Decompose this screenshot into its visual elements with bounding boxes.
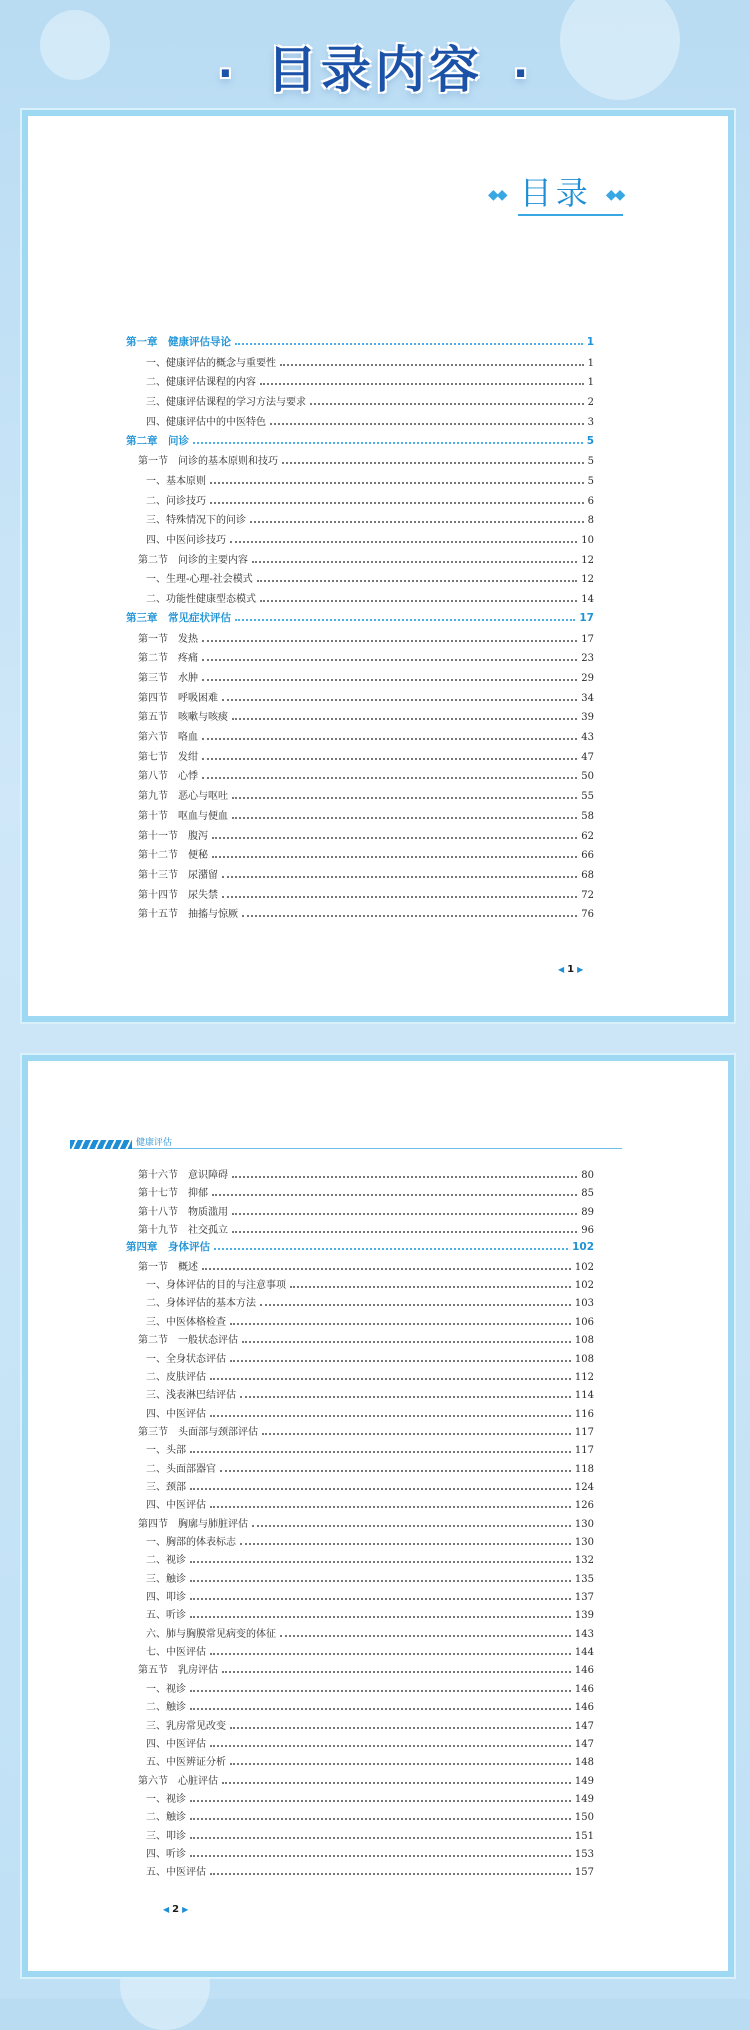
toc-entry-item bbox=[146, 1276, 594, 1295]
running-head bbox=[70, 1137, 622, 1149]
toc-entry-label: 三、健康评估课程的学习方法与要求 bbox=[146, 397, 306, 409]
page-number bbox=[555, 964, 586, 975]
toc-entry-page: 148 bbox=[574, 1757, 594, 1769]
toc-entry-label: 第四节 胸廓与肺脏评估 bbox=[138, 1518, 248, 1530]
dot-leader bbox=[240, 1396, 571, 1398]
dot-leader bbox=[202, 1268, 571, 1270]
toc-entry-chapter bbox=[126, 433, 594, 452]
dot-leader bbox=[242, 1341, 571, 1343]
toc-entry-item bbox=[146, 1405, 594, 1424]
page-title-text: 目录内容 bbox=[267, 41, 483, 99]
dot-leader bbox=[202, 659, 577, 661]
page-title bbox=[0, 30, 750, 102]
dot-leader bbox=[202, 640, 577, 642]
toc-entry-label: 七、中医评估 bbox=[146, 1647, 206, 1659]
toc-entry-page: 39 bbox=[581, 712, 594, 724]
dot-leader bbox=[210, 1378, 571, 1380]
toc-entry-page: 102 bbox=[574, 1261, 594, 1273]
toc-entry-item bbox=[146, 1717, 594, 1736]
toc-entry-label: 四、健康评估中的中医特色 bbox=[146, 416, 266, 428]
toc-entry-page: 102 bbox=[574, 1280, 594, 1292]
toc-entry-page: 10 bbox=[581, 535, 594, 546]
toc-entry-label: 第十一节 腹泻 bbox=[138, 830, 208, 842]
dot-leader bbox=[252, 561, 577, 563]
toc-entry-page: 50 bbox=[581, 771, 594, 783]
toc-entry-label: 三、乳房常见改变 bbox=[146, 1720, 226, 1732]
toc-entry-item bbox=[146, 1533, 594, 1552]
toc-entry-page: 5 bbox=[587, 456, 594, 468]
toc-entry-label: 第十七节 抑郁 bbox=[138, 1188, 208, 1200]
dot-leader bbox=[230, 1727, 571, 1729]
toc-entry-label: 二、头面部器官 bbox=[146, 1463, 216, 1475]
toc-entry-label: 三、特殊情况下的问诊 bbox=[146, 515, 246, 527]
toc-entry-page: 130 bbox=[574, 1518, 594, 1530]
toc-entry-label: 第十五节 抽搐与惊厥 bbox=[138, 909, 238, 921]
toc-entry-page: 143 bbox=[574, 1628, 594, 1640]
toc-entry-item bbox=[146, 531, 594, 550]
dot-leader bbox=[210, 1506, 571, 1508]
dot-leader bbox=[290, 1286, 571, 1288]
toc-page-2 bbox=[22, 1055, 734, 1977]
toc-entry-page: 106 bbox=[574, 1316, 594, 1328]
toc-entry-chapter bbox=[126, 334, 594, 353]
dot-leader bbox=[212, 837, 577, 839]
toc-entry-label: 三、浅表淋巴结评估 bbox=[146, 1390, 236, 1402]
dot-leader bbox=[262, 1433, 571, 1435]
toc-entry-label: 四、中医评估 bbox=[146, 1500, 206, 1512]
toc-entry-label: 第二章 问诊 bbox=[126, 434, 189, 447]
toc-entry-page: 2 bbox=[587, 397, 594, 409]
toc-entry-label: 二、功能性健康型态模式 bbox=[146, 594, 256, 606]
toc-entry-label: 二、健康评估课程的内容 bbox=[146, 377, 256, 389]
toc-entry-label: 第十三节 尿潴留 bbox=[138, 869, 218, 881]
dot-leader bbox=[190, 1488, 571, 1490]
dot-leader bbox=[230, 541, 577, 543]
page-number-text: 1 bbox=[567, 964, 575, 975]
toc-entry-label: 第一节 概述 bbox=[138, 1261, 198, 1273]
toc-entry-page: 112 bbox=[574, 1371, 594, 1383]
dot-leader bbox=[210, 502, 584, 504]
toc-entry-page: 5 bbox=[586, 434, 594, 447]
triangle-left-icon: ◀ bbox=[558, 965, 565, 974]
toc-entry-section bbox=[138, 767, 594, 786]
dot-leader bbox=[310, 403, 584, 405]
toc-entry-section bbox=[138, 1221, 594, 1240]
toc-entry-label: 第一节 发热 bbox=[138, 633, 198, 645]
toc-entry-label: 第一节 问诊的基本原则和技巧 bbox=[138, 456, 278, 468]
dot-leader bbox=[270, 423, 584, 425]
toc-entry-page: 126 bbox=[574, 1500, 594, 1512]
dot-leader bbox=[232, 797, 577, 799]
toc-entry-page: 58 bbox=[581, 810, 594, 822]
toc-entry-page: 146 bbox=[574, 1683, 594, 1695]
toc-entry-chapter bbox=[126, 610, 594, 629]
toc-entry-page: 12 bbox=[581, 574, 594, 586]
toc-entry-section bbox=[138, 630, 594, 649]
toc-entry-chapter bbox=[126, 1239, 594, 1258]
dot-leader bbox=[210, 482, 584, 484]
toc-entry-section bbox=[138, 807, 594, 826]
toc-entry-section bbox=[138, 1772, 594, 1791]
triangle-left-icon: ◀ bbox=[163, 1905, 170, 1914]
toc-entry-section bbox=[138, 866, 594, 885]
toc-entry-page: 130 bbox=[574, 1537, 594, 1548]
dot-leader bbox=[232, 1176, 577, 1178]
toc-entry-page: 149 bbox=[574, 1793, 594, 1805]
dot-leader bbox=[235, 343, 583, 345]
toc-entry-item bbox=[146, 1863, 594, 1882]
dot-leader bbox=[193, 442, 583, 444]
dot-leader bbox=[242, 915, 577, 917]
toc-entry-item bbox=[146, 511, 594, 530]
toc-entry-page: 76 bbox=[581, 909, 594, 921]
toc-entry-item bbox=[146, 1570, 594, 1589]
toc-entry-item bbox=[146, 1625, 594, 1644]
toc-entry-page: 150 bbox=[574, 1812, 594, 1824]
toc-entry-page: 132 bbox=[574, 1555, 594, 1567]
dot-leader bbox=[260, 600, 577, 602]
toc-entry-label: 四、中医评估 bbox=[146, 1408, 206, 1420]
dot-leader bbox=[202, 738, 577, 740]
toc-entry-page: 96 bbox=[581, 1225, 594, 1237]
toc-entry-page: 102 bbox=[572, 1241, 594, 1254]
toc-entry-page: 146 bbox=[574, 1665, 594, 1677]
toc-entry-label: 第九节 恶心与呕吐 bbox=[138, 791, 228, 803]
toc-entry-label: 一、身体评估的目的与注意事项 bbox=[146, 1280, 286, 1292]
toc-entry-label: 二、触诊 bbox=[146, 1702, 186, 1714]
toc-entry-page: 14 bbox=[581, 594, 594, 606]
toc-entry-label: 一、胸部的体表标志 bbox=[146, 1537, 236, 1548]
toc-entry-section bbox=[138, 748, 594, 767]
toc-entry-section bbox=[138, 1184, 594, 1203]
dot-leader bbox=[210, 1653, 571, 1655]
toc-entry-item bbox=[146, 1808, 594, 1827]
toc-entry-page: 68 bbox=[581, 869, 594, 881]
toc-entry-label: 第五节 咳嗽与咳痰 bbox=[138, 712, 228, 724]
toc-entry-page: 66 bbox=[581, 850, 594, 862]
stripe-bar-icon bbox=[70, 1140, 132, 1149]
toc-entry-item bbox=[146, 1753, 594, 1772]
toc-entry-label: 第二节 疼痛 bbox=[138, 653, 198, 665]
dot-leader bbox=[280, 1635, 571, 1637]
toc-entry-item bbox=[146, 1551, 594, 1570]
dot-leader bbox=[190, 1855, 571, 1857]
toc-entry-item bbox=[146, 1845, 594, 1864]
toc-entry-item bbox=[146, 492, 594, 511]
toc-entry-page: 89 bbox=[581, 1206, 594, 1218]
dot-leader bbox=[250, 521, 584, 523]
toc-entry-item bbox=[146, 1606, 594, 1625]
toc-entry-page: 17 bbox=[581, 633, 594, 645]
dot-leader bbox=[235, 619, 575, 621]
toc-entry-page: 117 bbox=[574, 1426, 594, 1438]
toc-entry-item bbox=[146, 1313, 594, 1332]
toc-entry-label: 二、问诊技巧 bbox=[146, 495, 206, 507]
toc-entry-section bbox=[138, 1203, 594, 1222]
toc-entry-label: 三、触诊 bbox=[146, 1573, 186, 1585]
dot-leader bbox=[202, 679, 577, 681]
toc-entry-page: 147 bbox=[574, 1720, 594, 1732]
toc-entry-item bbox=[146, 1790, 594, 1809]
toc-entry-label: 四、叩诊 bbox=[146, 1592, 186, 1604]
dot-leader bbox=[212, 1194, 577, 1196]
toc-entry-label: 第三节 头面部与颈部评估 bbox=[138, 1426, 258, 1438]
toc-entry-page: 153 bbox=[574, 1848, 594, 1860]
toc-entry-label: 第六节 咯血 bbox=[138, 732, 198, 743]
toc-entry-section bbox=[138, 1258, 594, 1277]
toc-entry-page: 43 bbox=[581, 732, 594, 743]
toc-entry-item bbox=[146, 413, 594, 432]
dot-leader bbox=[240, 1543, 571, 1545]
dot-leader bbox=[190, 1561, 571, 1563]
toc-entry-section bbox=[138, 827, 594, 846]
toc-entry-section bbox=[138, 846, 594, 865]
toc-entry-section bbox=[138, 1661, 594, 1680]
toc-entry-label: 一、生理-心理-社会模式 bbox=[146, 574, 253, 586]
toc-entry-label: 第四章 身体评估 bbox=[126, 1241, 210, 1254]
toc-entry-page: 146 bbox=[574, 1702, 594, 1714]
toc-entry-section bbox=[138, 649, 594, 668]
bullet-dot-icon: · bbox=[513, 50, 533, 97]
toc-entry-page: 17 bbox=[579, 611, 594, 624]
toc-entry-page: 1 bbox=[587, 377, 594, 389]
triangle-right-icon: ▶ bbox=[182, 1905, 189, 1914]
toc-entry-page: 55 bbox=[581, 791, 594, 803]
dot-leader bbox=[252, 1525, 571, 1527]
dot-leader bbox=[190, 1818, 571, 1820]
toc-heading bbox=[488, 168, 623, 214]
toc-entry-label: 第四节 呼吸困难 bbox=[138, 692, 218, 704]
dot-leader bbox=[190, 1708, 571, 1710]
toc-entry-page: 23 bbox=[581, 653, 594, 665]
dot-leader bbox=[190, 1690, 571, 1692]
toc-entry-label: 第六节 心脏评估 bbox=[138, 1775, 218, 1787]
toc-entry-section bbox=[138, 1166, 594, 1185]
dot-leader bbox=[280, 364, 584, 366]
toc-entry-item bbox=[146, 1698, 594, 1717]
toc-entry-page: 12 bbox=[581, 554, 594, 566]
toc-entry-page: 85 bbox=[581, 1188, 594, 1200]
toc-entry-page: 116 bbox=[574, 1408, 594, 1420]
dot-leader bbox=[214, 1248, 568, 1250]
toc-entry-page: 157 bbox=[574, 1867, 594, 1879]
toc-entry-label: 第十节 呕血与便血 bbox=[138, 810, 228, 822]
toc-entry-item bbox=[146, 393, 594, 412]
toc-entry-page: 8 bbox=[587, 515, 594, 527]
toc-entry-label: 第八节 心悸 bbox=[138, 771, 198, 783]
toc-entry-page: 3 bbox=[587, 416, 594, 428]
toc-entry-label: 六、肺与胸膜常见病变的体征 bbox=[146, 1628, 276, 1640]
toc-entry-label: 第五节 乳房评估 bbox=[138, 1665, 218, 1677]
toc-entry-page: 147 bbox=[574, 1738, 594, 1750]
toc-entry-page: 72 bbox=[581, 889, 594, 901]
dot-leader bbox=[190, 1451, 571, 1453]
toc-entry-page: 118 bbox=[574, 1463, 594, 1475]
dot-leader bbox=[210, 1415, 571, 1417]
toc-entry-page: 135 bbox=[574, 1573, 594, 1585]
toc-entry-label: 一、基本原则 bbox=[146, 475, 206, 487]
toc-entry-item bbox=[146, 1735, 594, 1754]
dot-leader bbox=[230, 1360, 571, 1362]
dot-leader bbox=[222, 876, 577, 878]
toc-entry-section bbox=[138, 452, 594, 471]
toc-entry-item bbox=[146, 472, 594, 491]
toc-entry-page: 80 bbox=[581, 1170, 594, 1181]
toc-entry-section bbox=[138, 886, 594, 905]
toc-entry-item bbox=[146, 1827, 594, 1846]
toc-entry-page: 47 bbox=[581, 751, 594, 763]
dot-leader bbox=[202, 777, 577, 779]
toc-entry-label: 四、听诊 bbox=[146, 1848, 186, 1860]
page-number bbox=[160, 1904, 191, 1915]
toc-entry-label: 四、中医评估 bbox=[146, 1738, 206, 1750]
toc-entry-item bbox=[146, 373, 594, 392]
toc-entry-label: 二、视诊 bbox=[146, 1555, 186, 1567]
toc-entry-label: 第三章 常见症状评估 bbox=[126, 611, 231, 624]
dot-leader bbox=[260, 1304, 571, 1306]
dot-leader bbox=[222, 1782, 571, 1784]
toc-entry-item bbox=[146, 1680, 594, 1699]
toc-heading-text: 目录 bbox=[519, 174, 592, 212]
toc-entry-page: 137 bbox=[574, 1592, 594, 1604]
toc-entry-page: 103 bbox=[574, 1298, 594, 1310]
toc-entry-page: 144 bbox=[574, 1647, 594, 1659]
toc-entry-label: 五、中医辨证分析 bbox=[146, 1757, 226, 1769]
toc-entry-page: 1 bbox=[586, 336, 594, 348]
dot-leader bbox=[190, 1598, 571, 1600]
toc-entry-label: 第三节 水肿 bbox=[138, 672, 198, 684]
toc-entry-item bbox=[146, 1386, 594, 1405]
dot-leader bbox=[190, 1800, 571, 1802]
dot-leader bbox=[190, 1837, 571, 1839]
toc-entry-label: 五、中医评估 bbox=[146, 1867, 206, 1879]
double-chevron-right-icon: ◆◆ bbox=[605, 187, 624, 203]
running-head-text: 健康评估 bbox=[136, 1138, 173, 1148]
toc-entry-label: 一、视诊 bbox=[146, 1683, 186, 1695]
toc-entry-section bbox=[138, 1423, 594, 1442]
dot-leader bbox=[190, 1616, 571, 1618]
dot-leader bbox=[232, 1231, 577, 1233]
dot-leader bbox=[257, 580, 578, 582]
toc-entry-item bbox=[146, 1441, 594, 1460]
dot-leader bbox=[210, 1873, 571, 1875]
page-number-text: 2 bbox=[172, 1904, 180, 1915]
dot-leader bbox=[230, 1323, 571, 1325]
toc-page-1 bbox=[22, 110, 734, 1022]
toc-entry-label: 第十八节 物质滥用 bbox=[138, 1206, 228, 1218]
toc-entry-label: 第十四节 尿失禁 bbox=[138, 889, 218, 901]
dot-leader bbox=[230, 1763, 571, 1765]
triangle-right-icon: ▶ bbox=[577, 965, 584, 974]
toc-entry-item bbox=[146, 1496, 594, 1515]
toc-entry-item bbox=[146, 1478, 594, 1497]
toc-entry-page: 151 bbox=[574, 1830, 594, 1842]
toc-entry-page: 149 bbox=[574, 1775, 594, 1787]
dot-leader bbox=[232, 718, 577, 720]
toc-entry-label: 一、全身状态评估 bbox=[146, 1353, 226, 1365]
toc-entry-label: 一、头部 bbox=[146, 1445, 186, 1457]
toc-entry-page: 62 bbox=[581, 830, 594, 842]
toc-entry-label: 第二节 问诊的主要内容 bbox=[138, 554, 248, 566]
toc-entry-label: 二、皮肤评估 bbox=[146, 1371, 206, 1383]
toc-entry-item bbox=[146, 1643, 594, 1662]
toc-entry-label: 二、身体评估的基本方法 bbox=[146, 1298, 256, 1310]
toc-entry-label: 二、触诊 bbox=[146, 1812, 186, 1824]
toc-entry-item bbox=[146, 570, 594, 589]
dot-leader bbox=[210, 1745, 571, 1747]
toc-entry-item bbox=[146, 1588, 594, 1607]
toc-entry-section bbox=[138, 1515, 594, 1534]
toc-entry-item bbox=[146, 1294, 594, 1313]
toc-entry-label: 三、叩诊 bbox=[146, 1830, 186, 1842]
heading-underline bbox=[518, 214, 623, 216]
toc-entry-item bbox=[146, 1350, 594, 1369]
dot-leader bbox=[220, 1470, 571, 1472]
toc-entry-label: 四、中医问诊技巧 bbox=[146, 535, 226, 546]
toc-entry-page: 108 bbox=[574, 1335, 594, 1347]
toc-entry-item bbox=[146, 1460, 594, 1479]
toc-entry-label: 第十二节 便秘 bbox=[138, 850, 208, 862]
toc-entry-label: 一、视诊 bbox=[146, 1793, 186, 1805]
toc-entry-section bbox=[138, 551, 594, 570]
toc-entry-label: 一、健康评估的概念与重要性 bbox=[146, 357, 276, 369]
dot-leader bbox=[212, 856, 577, 858]
toc-entry-section bbox=[138, 905, 594, 924]
toc-entry-label: 第十九节 社交孤立 bbox=[138, 1225, 228, 1237]
toc-entry-label: 第二节 一般状态评估 bbox=[138, 1335, 238, 1347]
toc-entry-page: 139 bbox=[574, 1610, 594, 1622]
dot-leader bbox=[222, 699, 577, 701]
toc-entry-item bbox=[146, 590, 594, 609]
toc-entry-page: 29 bbox=[581, 672, 594, 684]
toc-entry-label: 三、中医体格检查 bbox=[146, 1316, 226, 1328]
toc-entry-page: 6 bbox=[587, 495, 594, 507]
toc-entry-label: 五、听诊 bbox=[146, 1610, 186, 1622]
dot-leader bbox=[232, 817, 577, 819]
toc-entry-page: 114 bbox=[574, 1390, 594, 1402]
toc-entry-page: 1 bbox=[587, 357, 594, 369]
toc-entry-label: 第一章 健康评估导论 bbox=[126, 336, 231, 348]
toc-entry-section bbox=[138, 669, 594, 688]
dot-leader bbox=[260, 383, 584, 385]
toc-entry-section bbox=[138, 728, 594, 747]
dot-leader bbox=[190, 1580, 571, 1582]
toc-entry-section bbox=[138, 1331, 594, 1350]
running-head-rule bbox=[132, 1148, 622, 1149]
toc-entry-label: 第七节 发绀 bbox=[138, 751, 198, 763]
toc-entry-section bbox=[138, 787, 594, 806]
bullet-dot-icon: · bbox=[217, 50, 237, 97]
toc-entry-page: 108 bbox=[574, 1353, 594, 1365]
toc-entry-item bbox=[146, 354, 594, 373]
double-chevron-left-icon: ◆◆ bbox=[488, 187, 506, 203]
toc-entry-page: 5 bbox=[587, 475, 594, 487]
dot-leader bbox=[282, 462, 584, 464]
toc-entry-section bbox=[138, 689, 594, 708]
dot-leader bbox=[202, 758, 577, 760]
toc-entry-label: 第十六节 意识障碍 bbox=[138, 1170, 228, 1181]
dot-leader bbox=[222, 1671, 571, 1673]
toc-entry-page: 34 bbox=[581, 692, 594, 704]
dot-leader bbox=[222, 896, 577, 898]
toc-entry-item bbox=[146, 1368, 594, 1387]
toc-entry-label: 三、颈部 bbox=[146, 1481, 186, 1493]
toc-entry-page: 117 bbox=[574, 1445, 594, 1457]
toc-entry-section bbox=[138, 708, 594, 727]
toc-entry-page: 124 bbox=[574, 1481, 594, 1493]
dot-leader bbox=[232, 1213, 577, 1215]
